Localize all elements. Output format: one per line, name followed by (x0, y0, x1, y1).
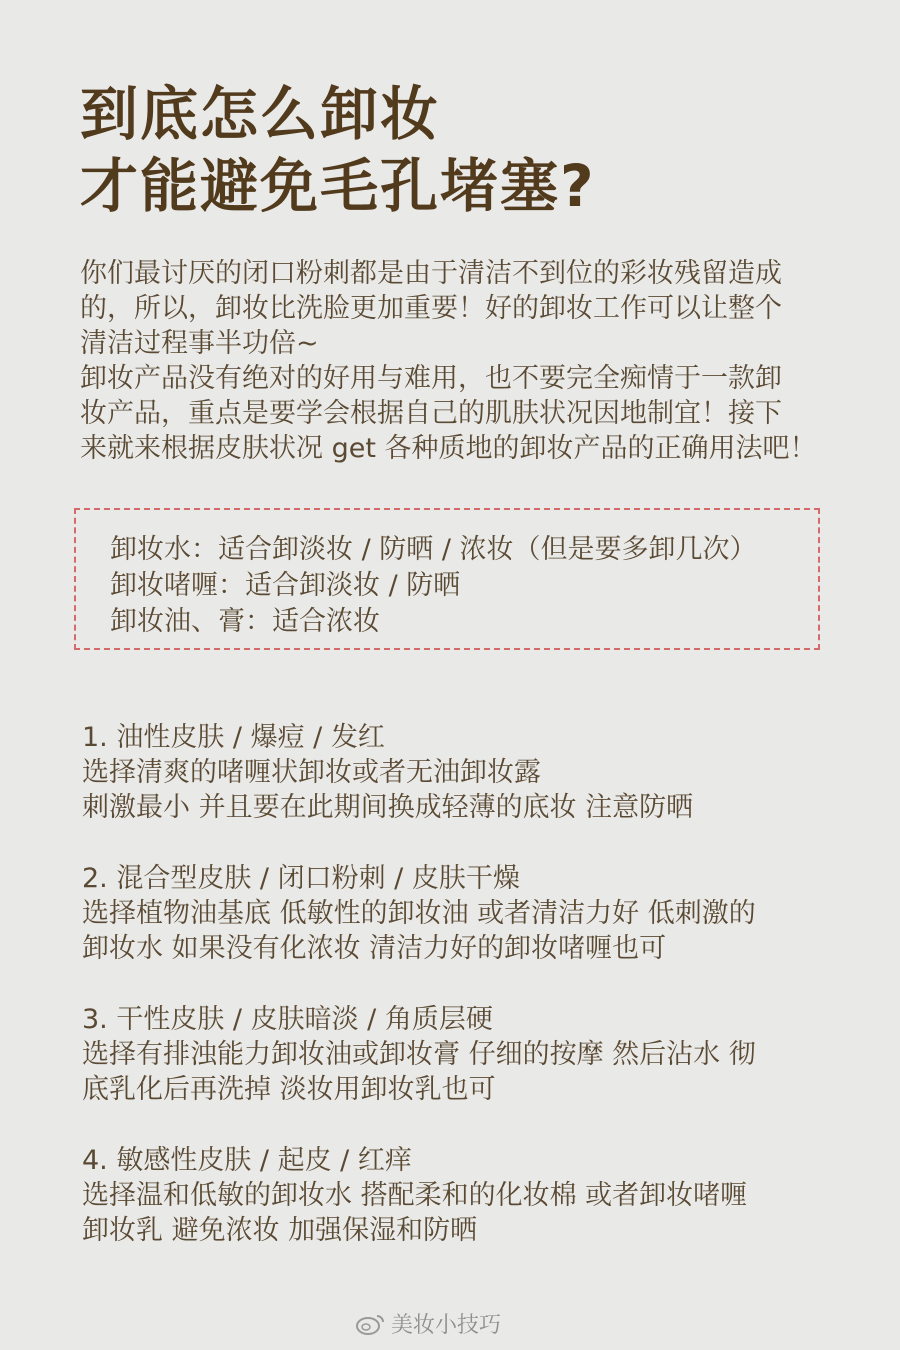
intro-line: 你们最讨厌的闭口粉刺都是由于清洁不到位的彩妆残留造成 (80, 258, 782, 289)
section-line: 选择温和低敏的卸妆水 搭配柔和的化妆棉 或者卸妆啫喱 (82, 1180, 748, 1211)
watermark (355, 1308, 501, 1339)
section-heading: 2. 混合型皮肤 / 闭口粉刺 / 皮肤干燥 (82, 863, 520, 894)
section-heading: 3. 干性皮肤 / 皮肤暗淡 / 角质层硬 (82, 1004, 493, 1035)
skin-section-oily (82, 720, 842, 825)
section-heading: 4. 敏感性皮肤 / 起皮 / 红痒 (82, 1145, 412, 1176)
skin-section-combination (82, 861, 842, 966)
summary-line: 卸妆油、膏：适合浓妆 (110, 606, 380, 637)
section-line: 卸妆乳 避免浓妆 加强保湿和防晒 (82, 1215, 478, 1246)
section-line: 刺激最小 并且要在此期间换成轻薄的底妆 注意防晒 (82, 792, 694, 823)
watermark-text: 美妆小技巧 (391, 1313, 502, 1338)
section-line: 卸妆水 如果没有化浓妆 清洁力好的卸妆啫喱也可 (82, 933, 667, 964)
weibo-icon (355, 1313, 385, 1335)
summary-box (74, 508, 820, 650)
section-heading: 1. 油性皮肤 / 爆痘 / 发红 (82, 722, 385, 753)
intro-paragraph (80, 256, 830, 466)
skin-type-sections (82, 720, 842, 1284)
page-title (80, 78, 596, 222)
intro-line: 的，所以，卸妆比洗脸更加重要！好的卸妆工作可以让整个 (80, 293, 782, 324)
title-line-1: 到底怎么卸妆 (80, 80, 441, 148)
skin-section-sensitive (82, 1143, 842, 1248)
summary-line: 卸妆水：适合卸淡妆 / 防晒 / 浓妆（但是要多卸几次） (110, 534, 757, 565)
skin-section-dry (82, 1002, 842, 1107)
intro-line: 清洁过程事半功倍~ (80, 328, 319, 359)
intro-line: 妆产品，重点是要学会根据自己的肌肤状况因地制宜！接下 (80, 398, 782, 429)
section-line: 选择植物油基底 低敏性的卸妆油 或者清洁力好 低刺激的 (82, 898, 756, 929)
intro-line: 来就来根据皮肤状况 get 各种质地的卸妆产品的正确用法吧！ (80, 433, 817, 464)
section-line: 选择有排浊能力卸妆油或卸妆膏 仔细的按摩 然后沾水 彻 (82, 1039, 756, 1070)
title-line-2: 才能避免毛孔堵塞? (80, 152, 596, 220)
intro-line: 卸妆产品没有绝对的好用与难用，也不要完全痴情于一款卸 (80, 363, 782, 394)
section-line: 选择清爽的啫喱状卸妆或者无油卸妆露 (82, 757, 541, 788)
summary-line: 卸妆啫喱：适合卸淡妆 / 防晒 (110, 570, 461, 601)
section-line: 底乳化后再洗掉 淡妆用卸妆乳也可 (82, 1074, 496, 1105)
